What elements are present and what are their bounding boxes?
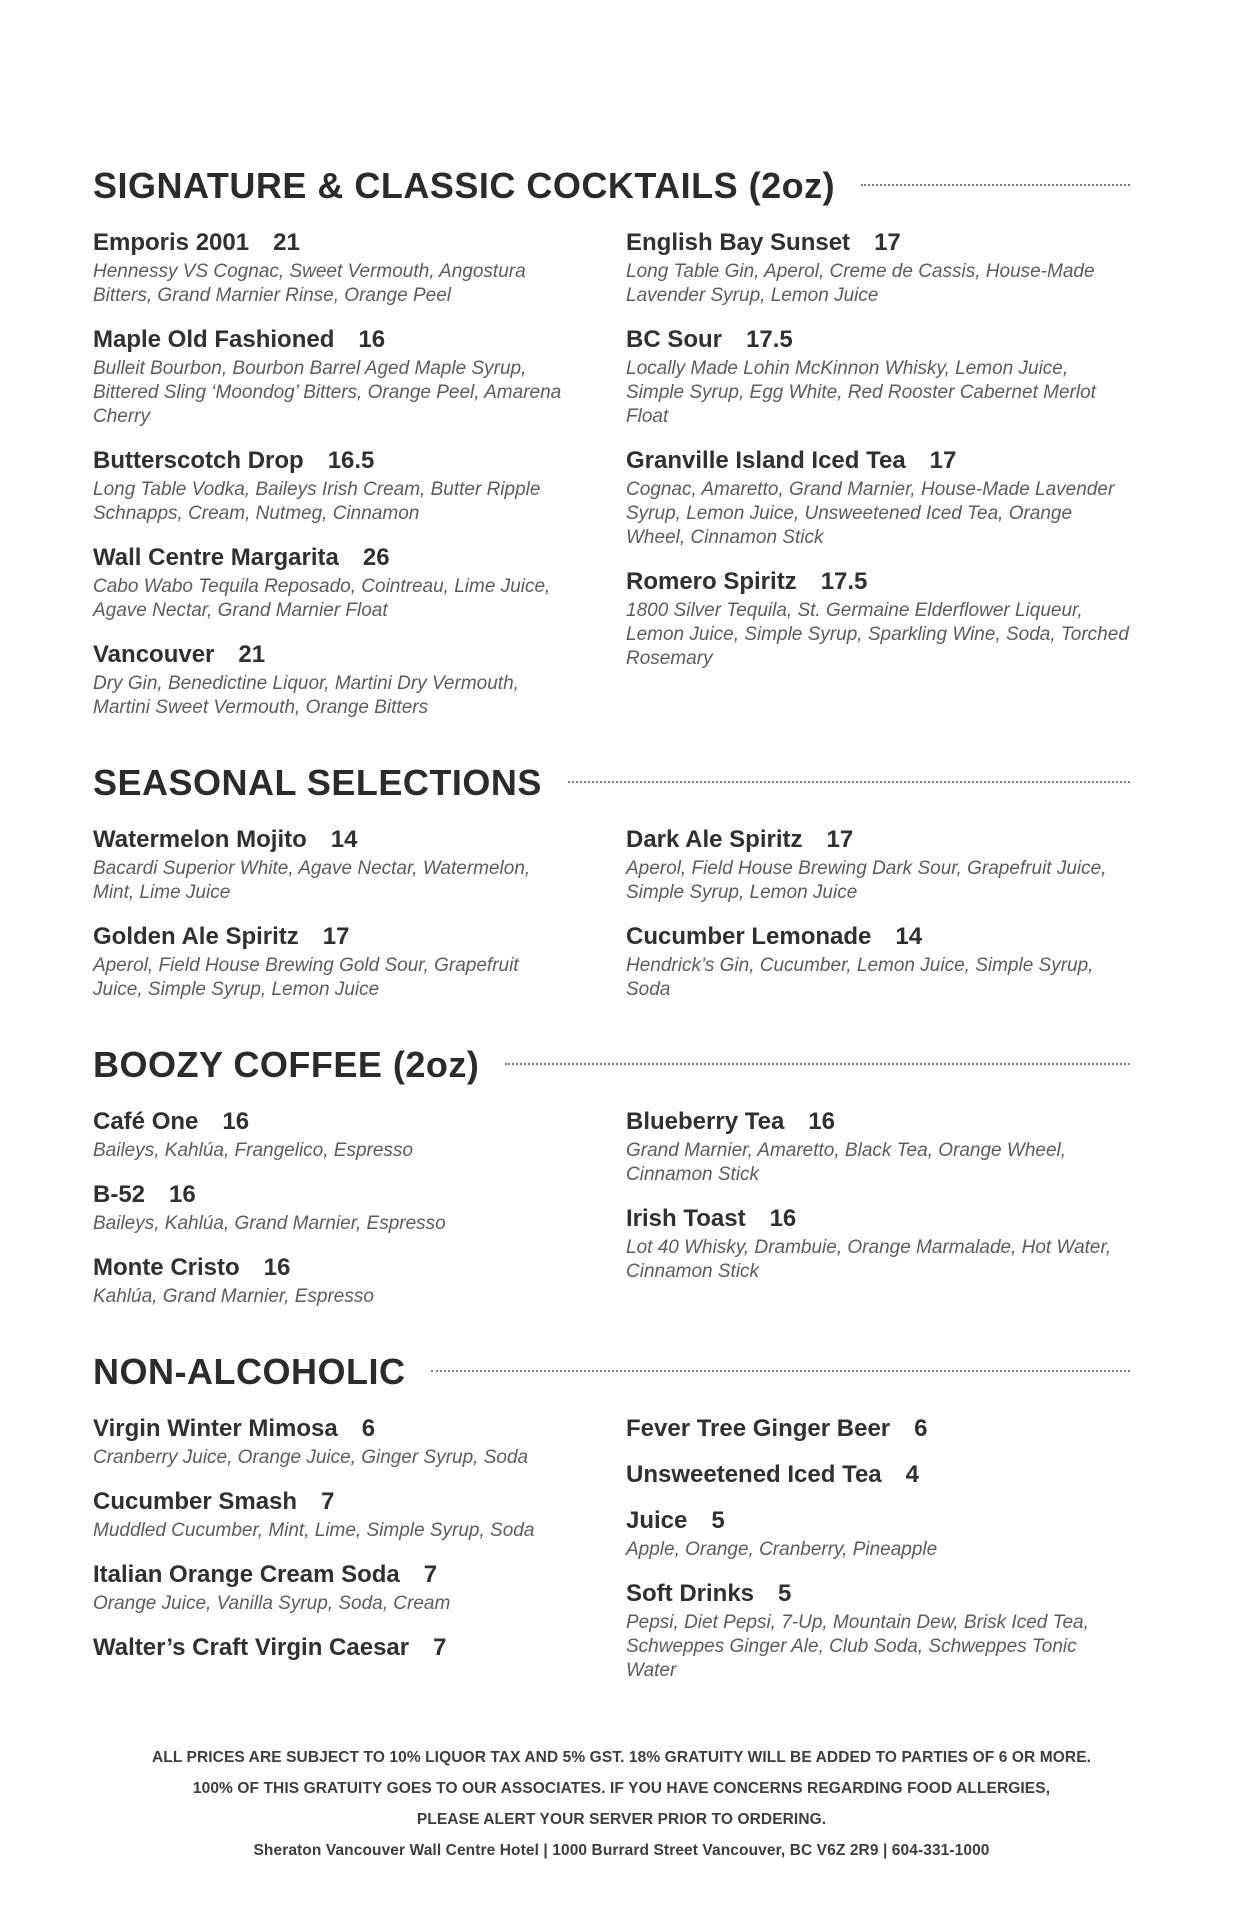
item-price: 16 — [358, 326, 386, 353]
menu-item — [626, 228, 1130, 308]
item-name-price-line — [93, 1414, 571, 1443]
item-ingredients: Aperol, Field House Brewing Dark Sour, Grapefruit Juice, Simple Syrup, Lemon Juice — [626, 858, 1107, 903]
item-name-price-line — [626, 1506, 1130, 1535]
menu-item — [93, 446, 571, 526]
menu-item — [93, 543, 571, 623]
menu-column-left — [93, 1107, 571, 1326]
menu-column-right — [626, 1107, 1130, 1326]
item-name-price-line — [93, 1633, 571, 1662]
item-price: 7 — [321, 1488, 335, 1515]
menu-column-right — [626, 825, 1130, 1019]
menu-item — [626, 325, 1130, 429]
item-name: Maple Old Fashioned — [93, 326, 335, 353]
menu-item — [93, 1253, 571, 1309]
item-name-price-line — [93, 543, 571, 572]
footer-gratuity-notice: 100% OF THIS GRATUITY GOES TO OUR ASSOCIATES. IF YOU HAVE CONCERNS REGARDING FOOD ALLERGIES, — [192, 1780, 1051, 1797]
item-name-price-line — [93, 640, 571, 669]
section-title: SEASONAL SELECTIONS — [93, 762, 542, 803]
item-name-price-line — [626, 446, 1130, 475]
item-name: Emporis 2001 — [93, 229, 250, 256]
item-name-price-line — [93, 228, 571, 257]
item-name: Fever Tree Ginger Beer — [626, 1415, 891, 1442]
menu-item — [93, 1180, 571, 1236]
menu-item — [93, 1560, 571, 1616]
section-header — [93, 1045, 1130, 1085]
item-ingredients: Cognac, Amaretto, Grand Marnier, House-Made Lavender Syrup, Lemon Juice, Unsweetened Iced Tea, Orange Wheel, Cinnamon Stick — [626, 479, 1115, 548]
item-price: 17 — [874, 229, 901, 256]
section-header — [93, 166, 1130, 206]
section-title: SIGNATURE & CLASSIC COCKTAILS (2oz) — [93, 165, 836, 206]
item-ingredients: Baileys, Kahlúa, Frangelico, Espresso — [93, 1140, 413, 1161]
item-name-price-line — [93, 1253, 571, 1282]
item-price: 16 — [769, 1205, 797, 1232]
menu-item — [626, 922, 1130, 1002]
item-name: Unsweetened Iced Tea — [626, 1461, 882, 1488]
menu-item — [626, 825, 1130, 905]
dotted-rule — [431, 1370, 1130, 1372]
menu-item — [626, 1579, 1130, 1683]
item-name: Café One — [93, 1108, 199, 1135]
item-price: 17 — [929, 447, 957, 474]
item-price: 21 — [238, 641, 266, 668]
item-name: Golden Ale Spiritz — [93, 923, 299, 950]
item-name-price-line — [626, 325, 1130, 354]
footer-allergy-notice: PLEASE ALERT YOUR SERVER PRIOR TO ORDERING. — [416, 1811, 827, 1828]
item-price: 17 — [322, 923, 350, 950]
menu-item — [93, 1414, 571, 1470]
menu-item — [93, 825, 571, 905]
menu-item — [626, 1460, 1130, 1489]
item-price: 6 — [361, 1415, 376, 1442]
menu-column-right — [626, 1414, 1130, 1700]
item-ingredients: Apple, Orange, Cranberry, Pineapple — [626, 1539, 938, 1560]
item-price: 5 — [778, 1580, 792, 1607]
menu-section-boozy-coffee — [93, 1045, 1130, 1326]
item-ingredients: Long Table Gin, Aperol, Creme de Cassis, House-Made Lavender Syrup, Lemon Juice — [626, 261, 1095, 306]
item-price: 14 — [330, 826, 358, 853]
section-header — [93, 763, 1130, 803]
menu-footer — [0, 1742, 1243, 1866]
item-ingredients: Baileys, Kahlúa, Grand Marnier, Espresso — [93, 1213, 446, 1234]
footer-tax-notice: ALL PRICES ARE SUBJECT TO 10% LIQUOR TAX AND 5% GST. 18% GRATUITY WILL BE ADDED TO PARTIES OF 6 OR MORE. — [151, 1749, 1092, 1766]
item-ingredients: Hendrick’s Gin, Cucumber, Lemon Juice, Simple Syrup, Soda — [626, 955, 1094, 1000]
item-name: Dark Ale Spiritz — [626, 826, 803, 853]
section-title: BOOZY COFFEE (2oz) — [93, 1044, 480, 1085]
item-name: Cucumber Smash — [93, 1488, 298, 1515]
item-ingredients: Orange Juice, Vanilla Syrup, Soda, Cream — [93, 1593, 451, 1614]
item-name: Cucumber Lemonade — [626, 923, 872, 950]
menu-section-signature-classic-cocktails — [93, 166, 1130, 737]
item-name-price-line — [626, 228, 1130, 257]
item-price: 17 — [826, 826, 854, 853]
item-ingredients: Bacardi Superior White, Agave Nectar, Watermelon, Mint, Lime Juice — [93, 858, 531, 903]
menu-item — [93, 325, 571, 429]
menu-item — [626, 1506, 1130, 1562]
dotted-rule — [861, 184, 1130, 186]
item-ingredients: Pepsi, Diet Pepsi, 7-Up, Mountain Dew, Brisk Iced Tea, Schweppes Ginger Ale, Club Soda, Schweppes Tonic Water — [626, 1612, 1089, 1681]
item-name: Soft Drinks — [626, 1580, 755, 1607]
item-ingredients: Grand Marnier, Amaretto, Black Tea, Orange Wheel, Cinnamon Stick — [626, 1140, 1067, 1185]
item-name: Blueberry Tea — [626, 1108, 785, 1135]
item-name-price-line — [626, 1579, 1130, 1608]
menu-item — [626, 446, 1130, 550]
item-name: Virgin Winter Mimosa — [93, 1415, 338, 1442]
item-name: Granville Island Iced Tea — [626, 447, 906, 474]
menu-item — [93, 1633, 571, 1662]
item-price: 17.5 — [820, 568, 868, 595]
menu-item — [93, 922, 571, 1002]
menu-section-non-alcoholic — [93, 1352, 1130, 1700]
section-columns — [93, 825, 1130, 1019]
item-price: 7 — [433, 1634, 447, 1661]
item-name: B-52 — [93, 1181, 146, 1208]
item-ingredients: Dry Gin, Benedictine Liquor, Martini Dry Vermouth, Martini Sweet Vermouth, Orange Bitters — [93, 673, 519, 718]
item-name-price-line — [93, 1560, 571, 1589]
menu-column-right — [626, 228, 1130, 737]
item-price: 26 — [362, 544, 390, 571]
item-name-price-line — [626, 1414, 1130, 1443]
item-name: Watermelon Mojito — [93, 826, 307, 853]
item-price: 16.5 — [327, 447, 375, 474]
item-name-price-line — [626, 567, 1130, 596]
section-columns — [93, 1414, 1130, 1700]
item-price: 21 — [273, 229, 300, 256]
menu-item — [93, 640, 571, 720]
item-name: Irish Toast — [626, 1205, 746, 1232]
item-ingredients: Locally Made Lohin McKinnon Whisky, Lemon Juice, Simple Syrup, Egg White, Red Rooster Cabernet Merlot Float — [626, 358, 1096, 427]
item-name: Juice — [626, 1507, 688, 1534]
menu-item — [626, 1204, 1130, 1284]
menu-item — [626, 567, 1130, 671]
item-price: 6 — [914, 1415, 928, 1442]
item-name: Butterscotch Drop — [93, 447, 304, 474]
item-name: Romero Spiritz — [626, 568, 797, 595]
section-title: NON-ALCOHOLIC — [93, 1351, 406, 1392]
item-name-price-line — [93, 446, 571, 475]
item-name: Vancouver — [93, 641, 215, 668]
item-price: 16 — [169, 1181, 196, 1208]
item-name: BC Sour — [626, 326, 722, 353]
item-price: 16 — [808, 1108, 835, 1135]
item-name-price-line — [626, 1107, 1130, 1136]
item-price: 5 — [711, 1507, 725, 1534]
item-name-price-line — [93, 1487, 571, 1516]
item-name-price-line — [93, 922, 571, 951]
menu-item — [93, 1487, 571, 1543]
item-name: English Bay Sunset — [626, 229, 851, 256]
section-columns — [93, 228, 1130, 737]
menu-item — [93, 1107, 571, 1163]
menu-item — [626, 1414, 1130, 1443]
item-price: 16 — [263, 1254, 291, 1281]
item-name: Italian Orange Cream Soda — [93, 1561, 400, 1588]
item-name-price-line — [93, 1107, 571, 1136]
item-price: 17.5 — [746, 326, 793, 353]
item-ingredients: Aperol, Field House Brewing Gold Sour, Grapefruit Juice, Simple Syrup, Lemon Juice — [93, 955, 519, 1000]
section-header — [93, 1352, 1130, 1392]
menu-column-left — [93, 228, 571, 737]
menu-item — [626, 1107, 1130, 1187]
section-columns — [93, 1107, 1130, 1326]
item-ingredients: Cranberry Juice, Orange Juice, Ginger Syrup, Soda — [93, 1447, 529, 1468]
menu-column-left — [93, 825, 571, 1019]
item-name: Walter’s Craft Virgin Caesar — [93, 1634, 410, 1661]
dotted-rule — [568, 781, 1130, 783]
footer-hotel-address: Sheraton Vancouver Wall Centre Hotel | 1000 Burrard Street Vancouver, BC V6Z 2R9 | 604-331-1000 — [253, 1842, 990, 1859]
item-price: 16 — [222, 1108, 250, 1135]
item-name-price-line — [626, 1204, 1130, 1233]
dotted-rule — [505, 1063, 1130, 1065]
menu-item — [93, 228, 571, 308]
item-price: 14 — [895, 923, 923, 950]
item-ingredients: Long Table Vodka, Baileys Irish Cream, Butter Ripple Schnapps, Cream, Nutmeg, Cinnamon — [93, 479, 541, 524]
item-ingredients: Hennessy VS Cognac, Sweet Vermouth, Angostura Bitters, Grand Marnier Rinse, Orange Peel — [93, 261, 526, 306]
item-name-price-line — [93, 325, 571, 354]
item-name-price-line — [626, 1460, 1130, 1489]
menu-section-seasonal-selections — [93, 763, 1130, 1019]
menu-column-left — [93, 1414, 571, 1700]
item-ingredients: Lot 40 Whisky, Drambuie, Orange Marmalade, Hot Water, Cinnamon Stick — [626, 1237, 1112, 1282]
item-name: Wall Centre Margarita — [93, 544, 339, 571]
item-ingredients: Cabo Wabo Tequila Reposado, Cointreau, Lime Juice, Agave Nectar, Grand Marnier Float — [93, 576, 551, 621]
item-ingredients: Muddled Cucumber, Mint, Lime, Simple Syrup, Soda — [93, 1520, 535, 1541]
item-price: 7 — [423, 1561, 438, 1588]
item-name-price-line — [93, 1180, 571, 1209]
item-name-price-line — [626, 825, 1130, 854]
item-name-price-line — [93, 825, 571, 854]
item-name-price-line — [626, 922, 1130, 951]
menu-sections — [93, 166, 1130, 1726]
item-ingredients: Kahlúa, Grand Marnier, Espresso — [93, 1286, 374, 1307]
item-name: Monte Cristo — [93, 1254, 240, 1281]
item-price: 4 — [905, 1461, 920, 1488]
item-ingredients: Bulleit Bourbon, Bourbon Barrel Aged Maple Syrup, Bittered Sling ‘Moondog’ Bitters, Orange Peel, Amarena Cherry — [93, 358, 562, 427]
item-ingredients: 1800 Silver Tequila, St. Germaine Elderflower Liqueur, Lemon Juice, Simple Syrup, Sparkling Wine, Soda, Torched Rosemary — [626, 600, 1129, 669]
